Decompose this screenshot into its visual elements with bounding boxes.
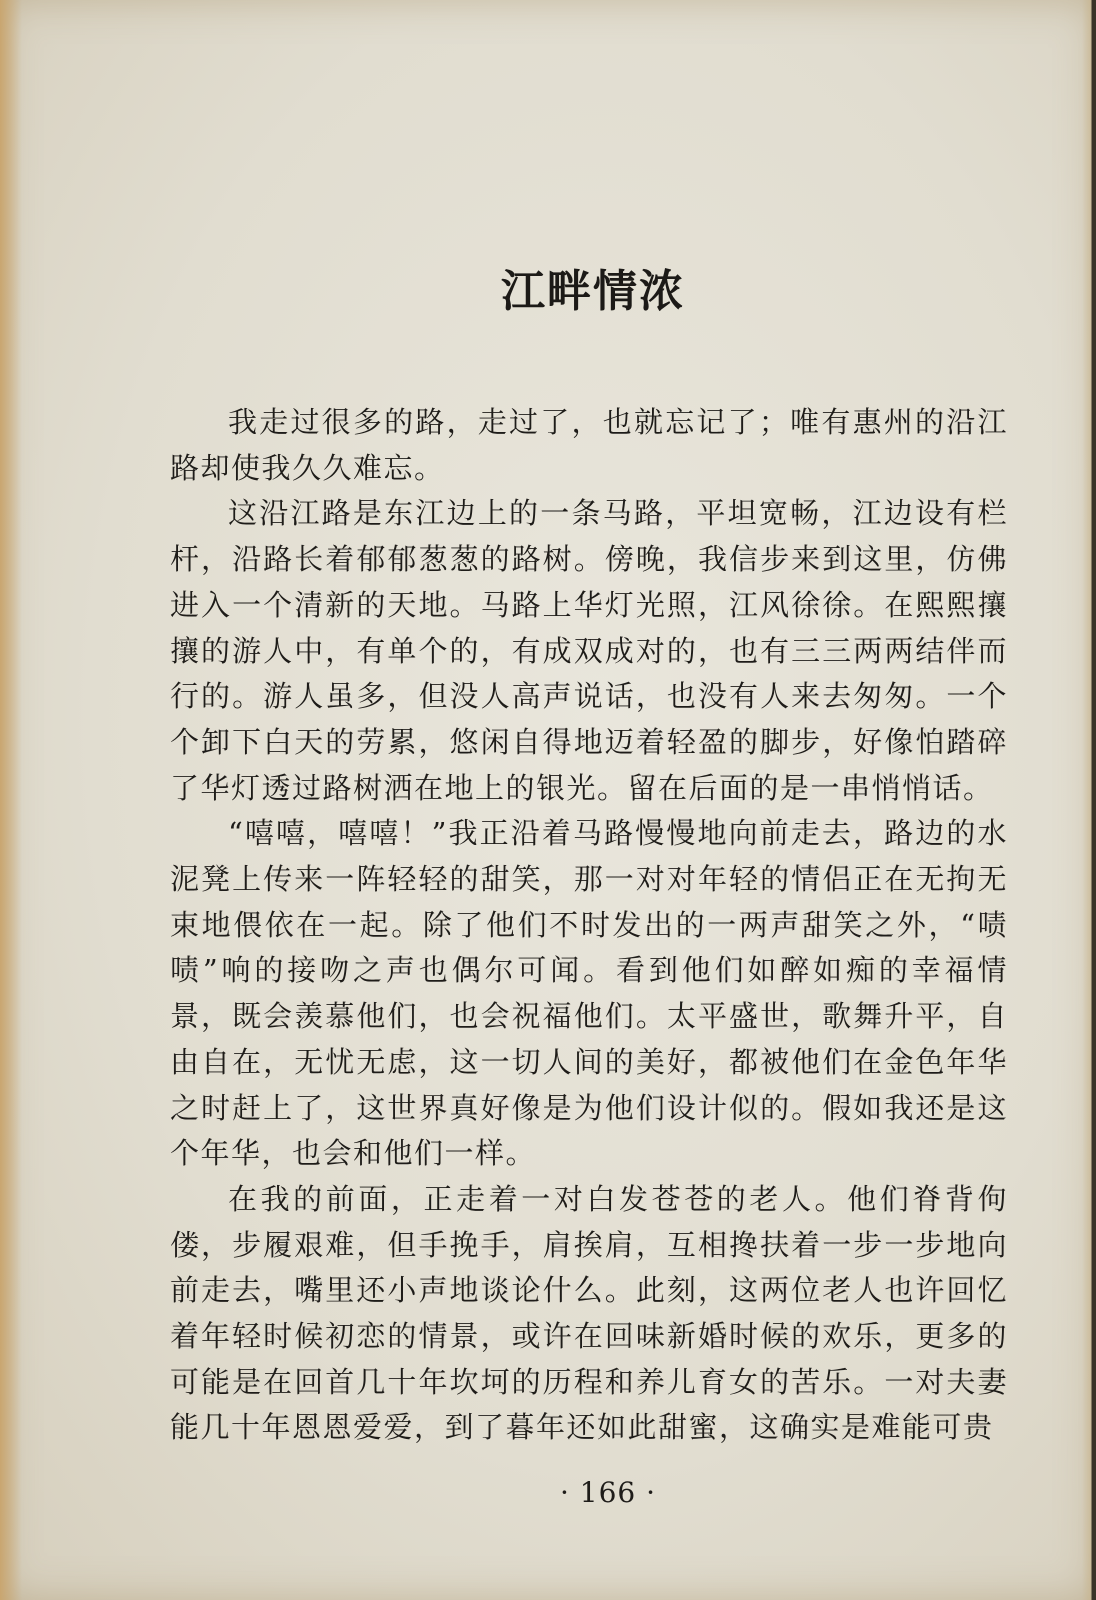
paragraph: 在我的前面，正走着一对白发苍苍的老人。他们脊背佝偻，步履艰难，但手挽手，肩挨肩，互相搀扶着一步一步地向前走去，嘴里还小声地谈论什么。此刻，这两位老人也许回忆着年轻时候初恋的情景，或许在回味新婚时候的欢乐，更多的可能是在回首几十年坎坷的历程和养儿育女的苦乐。一对夫妻能几十年恩恩爱爱，到了暮年还如此甜蜜，这确实是难能可贵	[170, 1181, 1008, 1445]
page-number: · 166 ·	[559, 1476, 657, 1509]
paragraph: 这沿江路是东江边上的一条马路，平坦宽畅，江边设有栏杆，沿路长着郁郁葱葱的路树。傍晚，我信步来到这里，仿佛进入一个清新的天地。马路上华灯光照，江风徐徐。在熙熙攘攘的游人中，有单个的，有成双成对的，也有三三两两结伴而行的。游人虽多，但没人高声说话，也没有人来去匆匆。一个个卸下白天的劳累，悠闲自得地迈着轻盈的脚步，好像怕踏碎了华灯透过路树洒在地上的银光。留在后面的是一串悄悄话。	[170, 496, 1008, 805]
paragraph: 我走过很多的路，走过了，也就忘记了；唯有惠州的沿江路却使我久久难忘。	[170, 405, 1008, 485]
article-body	[170, 400, 1008, 1451]
paragraph: “嘻嘻，嘻嘻！”我正沿着马路慢慢地向前走去，路边的水泥凳上传来一阵轻轻的甜笑，那一对对年轻的情侣正在无拘无束地偎依在一起。除了他们不时发出的一两声甜笑之外，“啧啧”响的接吻之声也偶尔可闻。看到他们如醉如痴的幸福情景，既会羡慕他们，也会祝福他们。太平盛世，歌舞升平，自由自在，无忧无虑，这一切人间的美好，都被他们在金色年华之时赶上了，这世界真好像是为他们设计似的。假如我还是这个年华，也会和他们一样。	[170, 816, 1008, 1171]
page-title: 江畔情浓	[501, 266, 685, 317]
